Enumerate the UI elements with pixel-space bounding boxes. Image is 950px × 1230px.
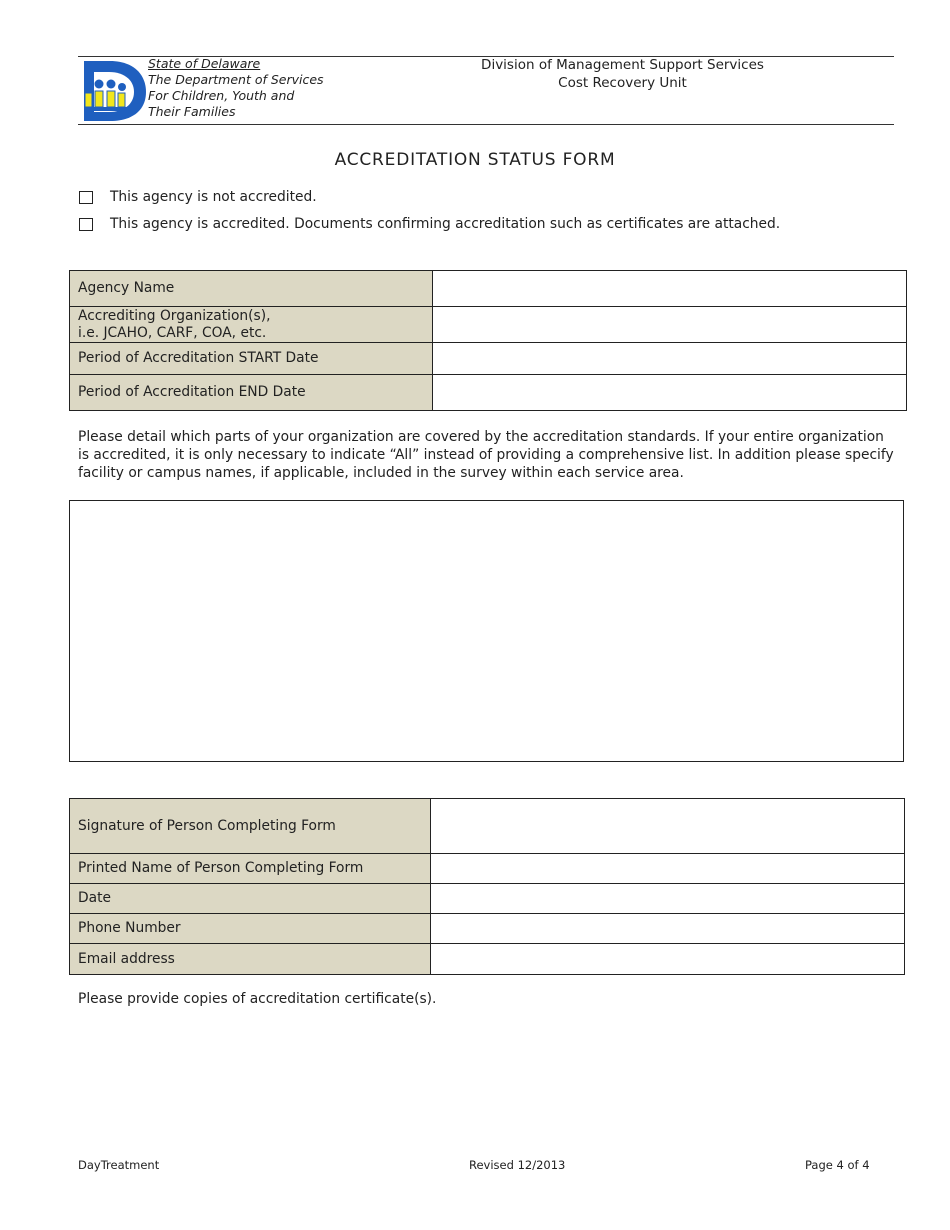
not-accredited-label: This agency is not accredited.	[110, 189, 317, 205]
division-name: Division of Management Support Services	[481, 57, 764, 73]
signature-field[interactable]	[431, 799, 905, 854]
unit-name: Cost Recovery Unit	[558, 75, 687, 91]
signature-label: Signature of Person Completing Form	[70, 799, 431, 854]
printed-name-label: Printed Name of Person Completing Form	[70, 854, 431, 884]
state-name: State of Delaware	[148, 56, 261, 71]
agency-info-table	[69, 270, 907, 411]
table-row	[70, 914, 905, 944]
table-row	[70, 884, 905, 914]
email-address-field[interactable]	[431, 944, 905, 975]
date-field[interactable]	[431, 884, 905, 914]
table-row	[70, 799, 905, 854]
accredited-checkbox[interactable]	[79, 218, 93, 231]
checkbox-row-accredited[interactable]	[79, 216, 780, 232]
division-block	[470, 56, 775, 92]
table-row	[70, 307, 907, 343]
checkbox-row-not-accredited[interactable]	[79, 189, 317, 205]
dscyf-logo	[84, 59, 148, 123]
department-line-1: The Department of Services	[148, 72, 324, 87]
date-label: Date	[70, 884, 431, 914]
accrediting-organization-field[interactable]	[433, 307, 907, 343]
footer-page-number: Page 4 of 4	[805, 1158, 870, 1172]
department-line-2: For Children, Youth and	[148, 88, 295, 103]
accrediting-organization-label-line2: i.e. JCAHO, CARF, COA, etc.	[78, 324, 267, 341]
agency-name-label: Agency Name	[70, 271, 433, 307]
agency-name-field[interactable]	[433, 271, 907, 307]
phone-number-field[interactable]	[431, 914, 905, 944]
table-row	[70, 944, 905, 975]
table-row	[70, 343, 907, 375]
phone-number-label: Phone Number	[70, 914, 431, 944]
table-row	[70, 854, 905, 884]
header-bottom-rule	[78, 124, 894, 125]
footer-revision: Revised 12/2013	[469, 1158, 566, 1172]
agency-name-block	[148, 56, 324, 120]
table-row	[70, 375, 907, 411]
printed-name-field[interactable]	[431, 854, 905, 884]
footer-form-name: DayTreatment	[78, 1158, 160, 1172]
accredited-label: This agency is accredited. Documents confirming accreditation such as certificates are attached.	[110, 216, 781, 232]
accrediting-organization-label	[70, 307, 433, 343]
start-date-label: Period of Accreditation START Date	[70, 343, 433, 375]
coverage-instructions: Please detail which parts of your organization are covered by the accreditation standards. If your entire organization is accredited, it is only necessary to indicate “All” instead of providing a comprehensive list. In addition please specify facility or campus names, if applicable, included in the survey within each service area.	[78, 429, 894, 481]
form-title: ACCREDITATION STATUS FORM	[334, 150, 616, 170]
department-line-3: Their Families	[148, 104, 236, 119]
table-row	[70, 271, 907, 307]
start-date-field[interactable]	[433, 343, 907, 375]
email-address-label: Email address	[70, 944, 431, 975]
not-accredited-checkbox[interactable]	[79, 191, 93, 204]
signature-table	[69, 798, 905, 975]
end-date-field[interactable]	[433, 375, 907, 411]
accrediting-organization-label-line1: Accrediting Organization(s),	[78, 307, 271, 324]
end-date-label: Period of Accreditation END Date	[70, 375, 433, 411]
coverage-details-textarea[interactable]	[69, 500, 904, 762]
certificate-note: Please provide copies of accreditation certificate(s).	[78, 991, 437, 1007]
